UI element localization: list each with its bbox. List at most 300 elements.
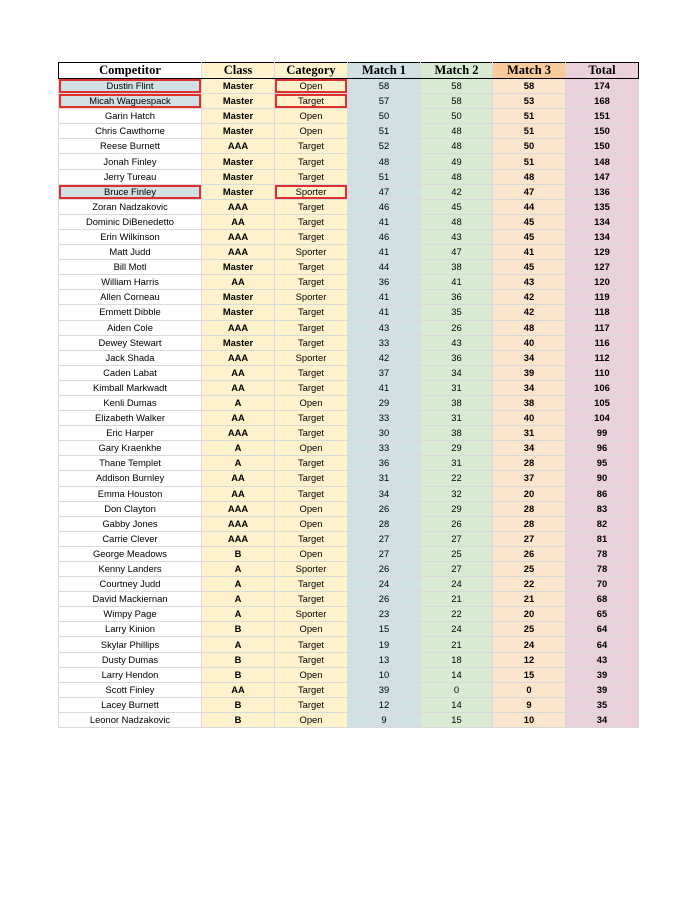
match-1-cell[interactable]: 58 <box>348 79 421 94</box>
match-3-cell[interactable]: 28 <box>493 501 566 516</box>
total-cell[interactable]: 112 <box>566 350 639 365</box>
match-2-cell[interactable]: 21 <box>421 592 493 607</box>
match-3-cell[interactable]: 25 <box>493 622 566 637</box>
category-cell[interactable]: Open <box>275 516 348 531</box>
total-cell[interactable]: 150 <box>566 124 639 139</box>
match-3-cell[interactable]: 27 <box>493 531 566 546</box>
match-1-cell[interactable]: 9 <box>348 712 421 727</box>
match-3-cell[interactable]: 51 <box>493 124 566 139</box>
total-cell[interactable]: 34 <box>566 712 639 727</box>
category-cell[interactable]: Target <box>275 229 348 244</box>
class-cell[interactable]: AA <box>202 380 275 395</box>
competitor-cell[interactable]: Leonor Nadzakovic <box>59 712 202 727</box>
class-cell[interactable]: AAA <box>202 245 275 260</box>
match-3-cell[interactable]: 40 <box>493 411 566 426</box>
total-cell[interactable]: 96 <box>566 441 639 456</box>
match-1-cell[interactable]: 33 <box>348 335 421 350</box>
competitor-cell[interactable]: Carrie Clever <box>59 531 202 546</box>
match-2-cell[interactable]: 38 <box>421 426 493 441</box>
competitor-cell[interactable]: David Mackiernan <box>59 592 202 607</box>
match-2-cell[interactable]: 49 <box>421 154 493 169</box>
match-1-cell[interactable]: 41 <box>348 290 421 305</box>
class-cell[interactable]: AAA <box>202 501 275 516</box>
match-3-cell[interactable]: 24 <box>493 637 566 652</box>
class-cell[interactable]: Master <box>202 260 275 275</box>
match-2-cell[interactable]: 58 <box>421 79 493 94</box>
category-cell[interactable]: Target <box>275 652 348 667</box>
class-cell[interactable]: AA <box>202 682 275 697</box>
match-2-cell[interactable]: 25 <box>421 546 493 561</box>
class-cell[interactable]: A <box>202 577 275 592</box>
match-3-cell[interactable]: 53 <box>493 94 566 109</box>
category-cell[interactable]: Sporter <box>275 562 348 577</box>
match-2-cell[interactable]: 36 <box>421 350 493 365</box>
competitor-cell[interactable]: Lacey Burnett <box>59 697 202 712</box>
match-2-cell[interactable]: 14 <box>421 697 493 712</box>
class-cell[interactable]: A <box>202 592 275 607</box>
competitor-cell[interactable]: Scott Finley <box>59 682 202 697</box>
header-class[interactable]: Class <box>202 63 275 79</box>
match-1-cell[interactable]: 39 <box>348 682 421 697</box>
competitor-cell[interactable]: Courtney Judd <box>59 577 202 592</box>
match-3-cell[interactable]: 9 <box>493 697 566 712</box>
match-1-cell[interactable]: 52 <box>348 139 421 154</box>
match-1-cell[interactable]: 51 <box>348 169 421 184</box>
competitor-cell[interactable]: Dewey Stewart <box>59 335 202 350</box>
match-3-cell[interactable]: 50 <box>493 139 566 154</box>
match-2-cell[interactable]: 27 <box>421 531 493 546</box>
total-cell[interactable]: 127 <box>566 260 639 275</box>
total-cell[interactable]: 118 <box>566 305 639 320</box>
match-3-cell[interactable]: 31 <box>493 426 566 441</box>
match-1-cell[interactable]: 27 <box>348 531 421 546</box>
match-1-cell[interactable]: 47 <box>348 184 421 199</box>
total-cell[interactable]: 104 <box>566 411 639 426</box>
match-1-cell[interactable]: 23 <box>348 607 421 622</box>
match-1-cell[interactable]: 37 <box>348 365 421 380</box>
total-cell[interactable]: 168 <box>566 94 639 109</box>
match-2-cell[interactable]: 58 <box>421 94 493 109</box>
total-cell[interactable]: 148 <box>566 154 639 169</box>
category-cell[interactable]: Target <box>275 199 348 214</box>
class-cell[interactable]: Master <box>202 184 275 199</box>
category-cell[interactable]: Target <box>275 592 348 607</box>
match-3-cell[interactable]: 0 <box>493 682 566 697</box>
match-1-cell[interactable]: 30 <box>348 426 421 441</box>
class-cell[interactable]: AAA <box>202 516 275 531</box>
total-cell[interactable]: 110 <box>566 365 639 380</box>
match-2-cell[interactable]: 29 <box>421 441 493 456</box>
match-3-cell[interactable]: 48 <box>493 320 566 335</box>
match-2-cell[interactable]: 38 <box>421 395 493 410</box>
total-cell[interactable]: 134 <box>566 229 639 244</box>
match-2-cell[interactable]: 31 <box>421 411 493 426</box>
category-cell[interactable]: Open <box>275 395 348 410</box>
match-1-cell[interactable]: 27 <box>348 546 421 561</box>
match-3-cell[interactable]: 38 <box>493 395 566 410</box>
category-cell[interactable]: Target <box>275 154 348 169</box>
match-1-cell[interactable]: 41 <box>348 214 421 229</box>
total-cell[interactable]: 43 <box>566 652 639 667</box>
competitor-cell[interactable]: Gabby Jones <box>59 516 202 531</box>
match-3-cell[interactable]: 34 <box>493 441 566 456</box>
match-2-cell[interactable]: 27 <box>421 562 493 577</box>
category-cell[interactable]: Open <box>275 441 348 456</box>
category-cell[interactable]: Target <box>275 169 348 184</box>
category-cell[interactable]: Sporter <box>275 607 348 622</box>
match-1-cell[interactable]: 41 <box>348 380 421 395</box>
match-1-cell[interactable]: 33 <box>348 441 421 456</box>
match-2-cell[interactable]: 43 <box>421 335 493 350</box>
match-1-cell[interactable]: 26 <box>348 501 421 516</box>
match-2-cell[interactable]: 48 <box>421 139 493 154</box>
total-cell[interactable]: 151 <box>566 109 639 124</box>
match-3-cell[interactable]: 39 <box>493 365 566 380</box>
class-cell[interactable]: Master <box>202 335 275 350</box>
competitor-cell[interactable]: Kimball Markwadt <box>59 380 202 395</box>
match-3-cell[interactable]: 22 <box>493 577 566 592</box>
match-2-cell[interactable]: 15 <box>421 712 493 727</box>
category-cell[interactable]: Open <box>275 501 348 516</box>
competitor-cell[interactable]: William Harris <box>59 275 202 290</box>
class-cell[interactable]: AAA <box>202 229 275 244</box>
header-match-3[interactable]: Match 3 <box>493 63 566 79</box>
total-cell[interactable]: 105 <box>566 395 639 410</box>
match-2-cell[interactable]: 35 <box>421 305 493 320</box>
match-3-cell[interactable]: 42 <box>493 305 566 320</box>
match-1-cell[interactable]: 50 <box>348 109 421 124</box>
category-cell[interactable]: Target <box>275 335 348 350</box>
competitor-cell[interactable]: Jerry Tureau <box>59 169 202 184</box>
match-1-cell[interactable]: 46 <box>348 229 421 244</box>
total-cell[interactable]: 119 <box>566 290 639 305</box>
category-cell[interactable]: Target <box>275 305 348 320</box>
total-cell[interactable]: 39 <box>566 682 639 697</box>
total-cell[interactable]: 35 <box>566 697 639 712</box>
match-2-cell[interactable]: 24 <box>421 622 493 637</box>
match-1-cell[interactable]: 57 <box>348 94 421 109</box>
match-2-cell[interactable]: 29 <box>421 501 493 516</box>
match-1-cell[interactable]: 34 <box>348 486 421 501</box>
competitor-cell[interactable]: Thane Templet <box>59 456 202 471</box>
total-cell[interactable]: 65 <box>566 607 639 622</box>
header-total[interactable]: Total <box>566 63 639 79</box>
competitor-cell[interactable]: Matt Judd <box>59 245 202 260</box>
match-1-cell[interactable]: 10 <box>348 667 421 682</box>
category-cell[interactable]: Target <box>275 411 348 426</box>
match-1-cell[interactable]: 15 <box>348 622 421 637</box>
class-cell[interactable]: Master <box>202 124 275 139</box>
total-cell[interactable]: 95 <box>566 456 639 471</box>
competitor-cell[interactable]: Dustin Flint <box>59 79 202 94</box>
class-cell[interactable]: Master <box>202 154 275 169</box>
match-2-cell[interactable]: 26 <box>421 320 493 335</box>
match-1-cell[interactable]: 42 <box>348 350 421 365</box>
class-cell[interactable]: AA <box>202 471 275 486</box>
class-cell[interactable]: B <box>202 697 275 712</box>
match-1-cell[interactable]: 48 <box>348 154 421 169</box>
competitor-cell[interactable]: Emma Houston <box>59 486 202 501</box>
header-competitor[interactable]: Competitor <box>59 63 202 79</box>
total-cell[interactable]: 86 <box>566 486 639 501</box>
category-cell[interactable]: Target <box>275 577 348 592</box>
class-cell[interactable]: AAA <box>202 350 275 365</box>
class-cell[interactable]: Master <box>202 79 275 94</box>
class-cell[interactable]: A <box>202 607 275 622</box>
competitor-cell[interactable]: Caden Labat <box>59 365 202 380</box>
match-1-cell[interactable]: 26 <box>348 592 421 607</box>
class-cell[interactable]: A <box>202 637 275 652</box>
class-cell[interactable]: A <box>202 441 275 456</box>
category-cell[interactable]: Target <box>275 260 348 275</box>
total-cell[interactable]: 78 <box>566 546 639 561</box>
class-cell[interactable]: AA <box>202 365 275 380</box>
match-2-cell[interactable]: 26 <box>421 516 493 531</box>
class-cell[interactable]: A <box>202 395 275 410</box>
match-2-cell[interactable]: 22 <box>421 607 493 622</box>
category-cell[interactable]: Target <box>275 531 348 546</box>
total-cell[interactable]: 78 <box>566 562 639 577</box>
match-2-cell[interactable]: 24 <box>421 577 493 592</box>
match-3-cell[interactable]: 51 <box>493 109 566 124</box>
total-cell[interactable]: 120 <box>566 275 639 290</box>
match-2-cell[interactable]: 31 <box>421 380 493 395</box>
competitor-cell[interactable]: Addison Burnley <box>59 471 202 486</box>
competitor-cell[interactable]: Jack Shada <box>59 350 202 365</box>
match-3-cell[interactable]: 45 <box>493 229 566 244</box>
total-cell[interactable]: 90 <box>566 471 639 486</box>
competitor-cell[interactable]: Kenli Dumas <box>59 395 202 410</box>
competitor-cell[interactable]: Gary Kraenkhe <box>59 441 202 456</box>
match-1-cell[interactable]: 19 <box>348 637 421 652</box>
class-cell[interactable]: AA <box>202 486 275 501</box>
category-cell[interactable]: Target <box>275 94 348 109</box>
category-cell[interactable]: Target <box>275 139 348 154</box>
competitor-cell[interactable]: Elizabeth Walker <box>59 411 202 426</box>
competitor-cell[interactable]: Micah Waguespack <box>59 94 202 109</box>
category-cell[interactable]: Target <box>275 456 348 471</box>
match-3-cell[interactable]: 40 <box>493 335 566 350</box>
match-1-cell[interactable]: 36 <box>348 456 421 471</box>
total-cell[interactable]: 150 <box>566 139 639 154</box>
match-1-cell[interactable]: 36 <box>348 275 421 290</box>
match-2-cell[interactable]: 21 <box>421 637 493 652</box>
competitor-cell[interactable]: Allen Corneau <box>59 290 202 305</box>
class-cell[interactable]: AAA <box>202 199 275 214</box>
class-cell[interactable]: B <box>202 546 275 561</box>
total-cell[interactable]: 134 <box>566 214 639 229</box>
category-cell[interactable]: Target <box>275 637 348 652</box>
total-cell[interactable]: 70 <box>566 577 639 592</box>
competitor-cell[interactable]: Erin Wilkinson <box>59 229 202 244</box>
total-cell[interactable]: 135 <box>566 199 639 214</box>
match-1-cell[interactable]: 26 <box>348 562 421 577</box>
class-cell[interactable]: Master <box>202 169 275 184</box>
class-cell[interactable]: B <box>202 622 275 637</box>
class-cell[interactable]: AAA <box>202 426 275 441</box>
match-2-cell[interactable]: 48 <box>421 169 493 184</box>
category-cell[interactable]: Target <box>275 365 348 380</box>
match-1-cell[interactable]: 33 <box>348 411 421 426</box>
category-cell[interactable]: Open <box>275 712 348 727</box>
match-3-cell[interactable]: 47 <box>493 184 566 199</box>
total-cell[interactable]: 64 <box>566 637 639 652</box>
category-cell[interactable]: Target <box>275 486 348 501</box>
match-2-cell[interactable]: 31 <box>421 456 493 471</box>
total-cell[interactable]: 99 <box>566 426 639 441</box>
match-3-cell[interactable]: 20 <box>493 607 566 622</box>
match-3-cell[interactable]: 58 <box>493 79 566 94</box>
match-1-cell[interactable]: 31 <box>348 471 421 486</box>
competitor-cell[interactable]: Larry Kinion <box>59 622 202 637</box>
match-2-cell[interactable]: 48 <box>421 124 493 139</box>
competitor-cell[interactable]: Eric Harper <box>59 426 202 441</box>
match-1-cell[interactable]: 44 <box>348 260 421 275</box>
match-2-cell[interactable]: 34 <box>421 365 493 380</box>
total-cell[interactable]: 83 <box>566 501 639 516</box>
class-cell[interactable]: AA <box>202 214 275 229</box>
class-cell[interactable]: Master <box>202 109 275 124</box>
match-3-cell[interactable]: 28 <box>493 516 566 531</box>
match-3-cell[interactable]: 25 <box>493 562 566 577</box>
match-2-cell[interactable]: 32 <box>421 486 493 501</box>
total-cell[interactable]: 81 <box>566 531 639 546</box>
total-cell[interactable]: 129 <box>566 245 639 260</box>
match-3-cell[interactable]: 10 <box>493 712 566 727</box>
match-2-cell[interactable]: 48 <box>421 214 493 229</box>
match-1-cell[interactable]: 28 <box>348 516 421 531</box>
match-3-cell[interactable]: 37 <box>493 471 566 486</box>
category-cell[interactable]: Target <box>275 471 348 486</box>
match-2-cell[interactable]: 41 <box>421 275 493 290</box>
match-3-cell[interactable]: 21 <box>493 592 566 607</box>
competitor-cell[interactable]: Dominic DiBenedetto <box>59 214 202 229</box>
match-3-cell[interactable]: 44 <box>493 199 566 214</box>
category-cell[interactable]: Target <box>275 275 348 290</box>
class-cell[interactable]: B <box>202 712 275 727</box>
match-1-cell[interactable]: 41 <box>348 245 421 260</box>
match-2-cell[interactable]: 22 <box>421 471 493 486</box>
total-cell[interactable]: 174 <box>566 79 639 94</box>
competitor-cell[interactable]: Dusty Dumas <box>59 652 202 667</box>
total-cell[interactable]: 64 <box>566 622 639 637</box>
header-category[interactable]: Category <box>275 63 348 79</box>
match-3-cell[interactable]: 45 <box>493 214 566 229</box>
match-1-cell[interactable]: 13 <box>348 652 421 667</box>
competitor-cell[interactable]: Larry Hendon <box>59 667 202 682</box>
total-cell[interactable]: 39 <box>566 667 639 682</box>
category-cell[interactable]: Open <box>275 546 348 561</box>
class-cell[interactable]: AA <box>202 275 275 290</box>
match-3-cell[interactable]: 26 <box>493 546 566 561</box>
class-cell[interactable]: AA <box>202 411 275 426</box>
category-cell[interactable]: Open <box>275 124 348 139</box>
match-1-cell[interactable]: 29 <box>348 395 421 410</box>
match-1-cell[interactable]: 41 <box>348 305 421 320</box>
competitor-cell[interactable]: Jonah Finley <box>59 154 202 169</box>
competitor-cell[interactable]: Zoran Nadzakovic <box>59 199 202 214</box>
class-cell[interactable]: AAA <box>202 320 275 335</box>
header-match-1[interactable]: Match 1 <box>348 63 421 79</box>
total-cell[interactable]: 82 <box>566 516 639 531</box>
category-cell[interactable]: Target <box>275 682 348 697</box>
class-cell[interactable]: AAA <box>202 139 275 154</box>
competitor-cell[interactable]: Wimpy Page <box>59 607 202 622</box>
category-cell[interactable]: Sporter <box>275 245 348 260</box>
match-1-cell[interactable]: 51 <box>348 124 421 139</box>
total-cell[interactable]: 68 <box>566 592 639 607</box>
class-cell[interactable]: A <box>202 456 275 471</box>
match-3-cell[interactable]: 42 <box>493 290 566 305</box>
competitor-cell[interactable]: Skylar Phillips <box>59 637 202 652</box>
match-2-cell[interactable]: 47 <box>421 245 493 260</box>
category-cell[interactable]: Target <box>275 320 348 335</box>
competitor-cell[interactable]: Bruce Finley <box>59 184 202 199</box>
competitor-cell[interactable]: Bill Motl <box>59 260 202 275</box>
category-cell[interactable]: Target <box>275 697 348 712</box>
match-1-cell[interactable]: 46 <box>348 199 421 214</box>
total-cell[interactable]: 147 <box>566 169 639 184</box>
total-cell[interactable]: 117 <box>566 320 639 335</box>
match-1-cell[interactable]: 12 <box>348 697 421 712</box>
category-cell[interactable]: Sporter <box>275 184 348 199</box>
category-cell[interactable]: Open <box>275 622 348 637</box>
header-match-2[interactable]: Match 2 <box>421 63 493 79</box>
match-2-cell[interactable]: 43 <box>421 229 493 244</box>
class-cell[interactable]: A <box>202 562 275 577</box>
category-cell[interactable]: Target <box>275 380 348 395</box>
category-cell[interactable]: Open <box>275 79 348 94</box>
category-cell[interactable]: Open <box>275 109 348 124</box>
match-3-cell[interactable]: 34 <box>493 380 566 395</box>
match-1-cell[interactable]: 43 <box>348 320 421 335</box>
competitor-cell[interactable]: Kenny Landers <box>59 562 202 577</box>
match-3-cell[interactable]: 15 <box>493 667 566 682</box>
category-cell[interactable]: Target <box>275 426 348 441</box>
category-cell[interactable]: Sporter <box>275 290 348 305</box>
class-cell[interactable]: B <box>202 667 275 682</box>
match-2-cell[interactable]: 38 <box>421 260 493 275</box>
category-cell[interactable]: Target <box>275 214 348 229</box>
match-3-cell[interactable]: 12 <box>493 652 566 667</box>
match-2-cell[interactable]: 36 <box>421 290 493 305</box>
match-2-cell[interactable]: 45 <box>421 199 493 214</box>
match-3-cell[interactable]: 20 <box>493 486 566 501</box>
match-3-cell[interactable]: 41 <box>493 245 566 260</box>
match-2-cell[interactable]: 14 <box>421 667 493 682</box>
class-cell[interactable]: B <box>202 652 275 667</box>
competitor-cell[interactable]: George Meadows <box>59 546 202 561</box>
match-3-cell[interactable]: 48 <box>493 169 566 184</box>
match-3-cell[interactable]: 34 <box>493 350 566 365</box>
match-3-cell[interactable]: 45 <box>493 260 566 275</box>
total-cell[interactable]: 106 <box>566 380 639 395</box>
competitor-cell[interactable]: Reese Burnett <box>59 139 202 154</box>
class-cell[interactable]: AAA <box>202 531 275 546</box>
match-2-cell[interactable]: 18 <box>421 652 493 667</box>
total-cell[interactable]: 136 <box>566 184 639 199</box>
match-2-cell[interactable]: 50 <box>421 109 493 124</box>
match-2-cell[interactable]: 0 <box>421 682 493 697</box>
competitor-cell[interactable]: Chris Cawthorne <box>59 124 202 139</box>
category-cell[interactable]: Open <box>275 667 348 682</box>
match-3-cell[interactable]: 43 <box>493 275 566 290</box>
class-cell[interactable]: Master <box>202 290 275 305</box>
total-cell[interactable]: 116 <box>566 335 639 350</box>
match-3-cell[interactable]: 28 <box>493 456 566 471</box>
competitor-cell[interactable]: Don Clayton <box>59 501 202 516</box>
match-2-cell[interactable]: 42 <box>421 184 493 199</box>
